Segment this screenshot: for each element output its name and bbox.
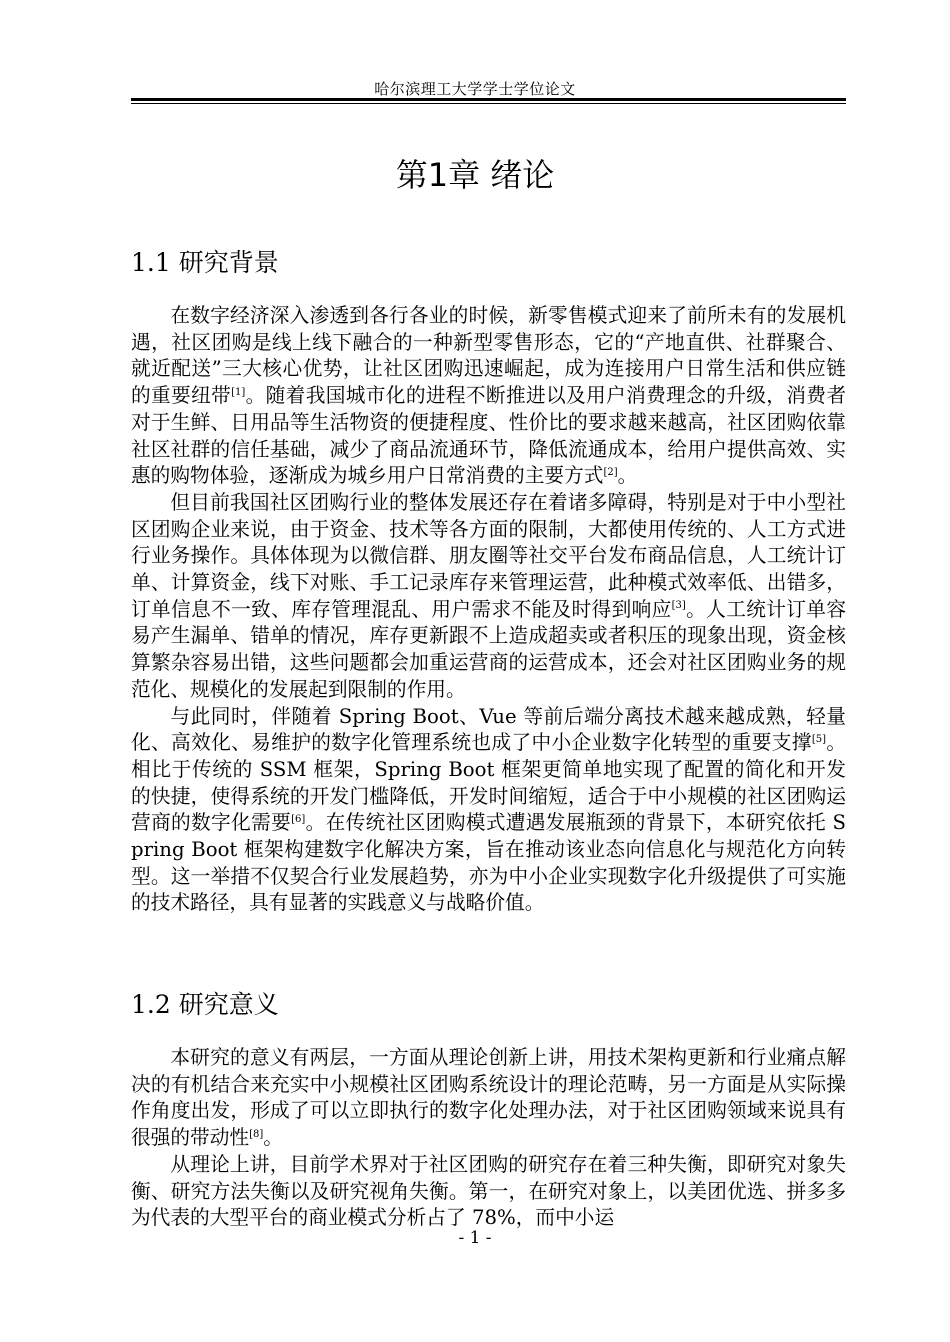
citation-ref: [3] — [671, 600, 686, 612]
text-run: 。在传统社区团购模式遭遇发展瓶颈的背景下，本研究依托 Spring Boot 框架构建数字化解决方案，旨在推动该业态向信息化与规范化方向转型。这一举措不仅契合行业发展趋势，亦为中小企业实现数字化升级提供了可实施的技术路径，具有显著的实践意义与战略价值。 — [131, 811, 847, 915]
section-title-1-2: 1.2 研究意义 — [131, 990, 279, 1019]
section-1-2-body — [131, 1045, 846, 1232]
text-run: 。相比于传统的 SSM 框架，Spring Boot 框架更简单地实现了配置的简化和开发的快捷，使得系统的开发门槛降低，开发时间缩短，适合于中小规模的社区团购运营商的数字化需要 — [131, 731, 847, 835]
citation-ref: [6] — [291, 813, 306, 825]
paragraph — [131, 1152, 846, 1232]
text-run: 与此同时，伴随着 Spring Boot、Vue 等前后端分离技术越来越成熟，轻量化、高效化、易维护的数字化管理系统也成了中小企业数字化转型的重要支撑 — [131, 704, 846, 755]
section-title-1-1: 1.1 研究背景 — [131, 248, 279, 277]
text-run: 本研究的意义有两层，一方面从理论创新上讲，用技术架构更新和行业痛点解决的有机结合来充实中小规模社区团购系统设计的理论范畴，另一方面是从实际操作角度出发，形成了可以立即执行的数字化处理办法，对于社区团购领域来说具有很强的带动性 — [131, 1046, 846, 1150]
text-run: 。 — [263, 1126, 283, 1150]
header-rule-thin — [131, 103, 846, 104]
chapter-title: 第1章 绪论 — [395, 156, 555, 194]
paragraph — [131, 1045, 846, 1152]
section-1-1-body — [131, 303, 846, 917]
text-run: 。人工统计订单容易产生漏单、错单的情况，库存更新跟不上造成超卖或者积压的现象出现，资金核算繁杂容易出错，这些问题都会加重运营商的运营成本，还会对社区团购业务的规范化、规模化的发展起到限制的作用。 — [131, 597, 847, 701]
citation-ref: [2] — [603, 466, 618, 478]
running-header: 哈尔滨理工大学学士学位论文 — [374, 80, 576, 98]
text-run: 。随着我国城市化的进程不断推进以及用户消费理念的升级，消费者对于生鲜、日用品等生活物资的便捷程度、性价比的要求越来越高，社区团购依靠社区社群的信任基础，减少了商品流通环节，降低流通成本，给用户提供高效、实惠的购物体验，逐渐成为城乡用户日常消费的主要方式 — [131, 384, 847, 488]
text-run: 从理论上讲，目前学术界对于社区团购的研究存在着三种失衡，即研究对象失衡、研究方法失衡以及研究视角失衡。第一，在研究对象上，以美团优选、拼多多为代表的大型平台的商业模式分析占了 78%，而中小运 — [131, 1152, 846, 1230]
citation-ref: [8] — [249, 1128, 264, 1140]
text-run: 但目前我国社区团购行业的整体发展还存在着诸多障碍，特别是对于中小型社区团购企业来说，由于资金、技术等各方面的限制，大都使用传统的、人工方式进行业务操作。具体体现为以微信群、朋友圈等社交平台发布商品信息，人工统计订单、计算资金，线下对账、手工记录库存来管理运营，此种模式效率低、出错多，订单信息不一致、库存管理混乱、用户需求不能及时得到响应 — [131, 490, 846, 621]
paragraph — [131, 303, 846, 490]
citation-ref: [1] — [231, 386, 246, 398]
header-rule-thick — [131, 98, 846, 101]
text-run: 在数字经济深入渗透到各行各业的时候，新零售模式迎来了前所未有的发展机遇，社区团购是线上线下融合的一种新型零售形态，它的“产地直供、社群聚合、就近配送”三大核心优势，让社区团购迅速崛起，成为连接用户日常生活和供应链的重要纽带 — [131, 304, 846, 408]
paragraph — [131, 704, 846, 918]
page-number: - 1 - — [458, 1228, 492, 1248]
citation-ref: [5] — [811, 733, 826, 745]
text-run: 。 — [617, 464, 638, 488]
paragraph — [131, 490, 846, 704]
